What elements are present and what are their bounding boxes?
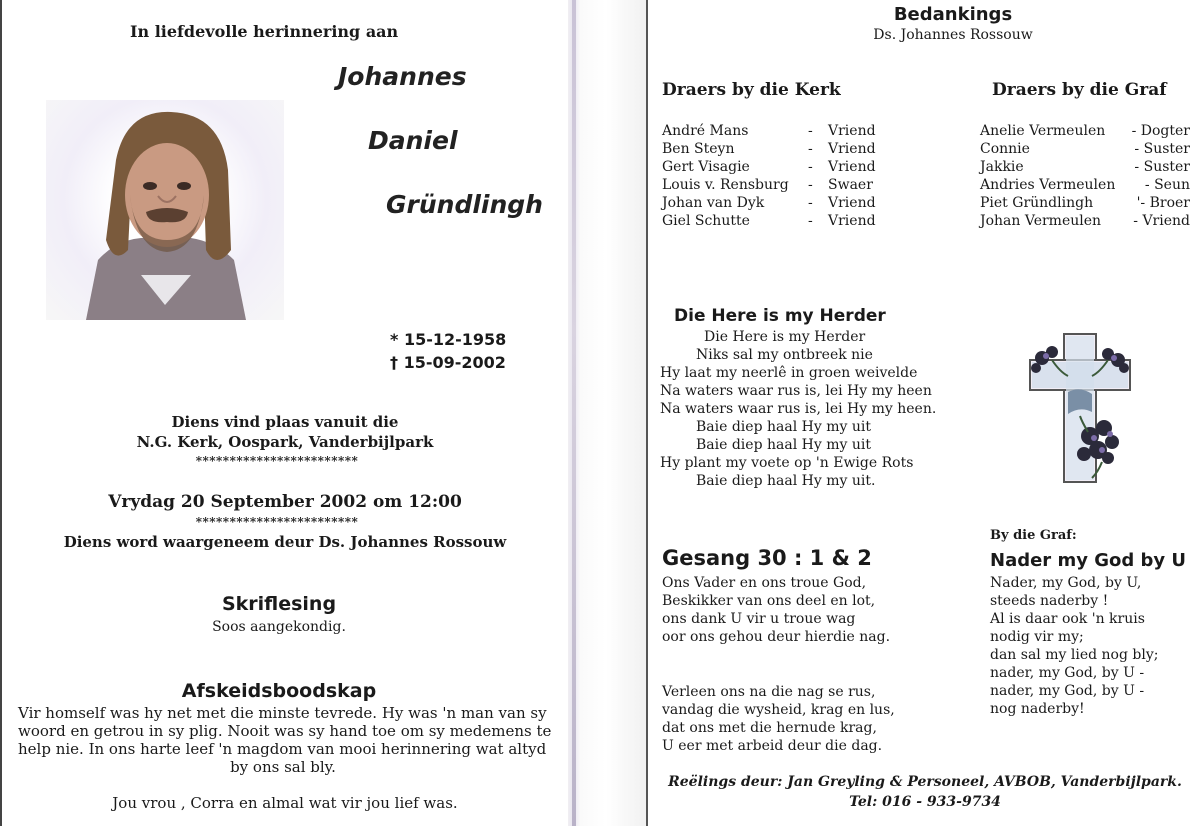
psalm-line: Niks sal my ontbreek nie [696, 347, 873, 363]
bearer-row [662, 122, 902, 140]
bearer-relation: Swaer [828, 177, 873, 193]
thanks-title: Bedankings [893, 4, 1013, 25]
bearer-name: Johan Vermeulen [980, 213, 1102, 229]
hymn-line: U eer met arbeid deur die dag. [662, 738, 883, 754]
bearer-name: Gert Visagie [662, 159, 750, 175]
cross-flowers-icon [1028, 332, 1132, 484]
bearer-name: Giel Schutte [662, 213, 750, 229]
psalm-line: Hy laat my neerlê in groen weivelde [660, 365, 918, 381]
bearer-relation: - Seun [1144, 177, 1190, 193]
grave-label: By die Graf: [990, 528, 1077, 543]
separator: - [808, 177, 813, 193]
hymn-line: steeds naderby ! [990, 593, 1109, 609]
psalm-title: Die Here is my Herder [674, 306, 886, 326]
psalm-line: Na waters waar rus is, lei Hy my heen [660, 383, 932, 399]
star-divider: ************************ [195, 454, 359, 468]
psalm-line: Hy plant my voete op 'n Ewige Rots [660, 455, 914, 471]
hymn-line: vandag die wysheid, krag en lus, [662, 702, 895, 718]
bearer-relation: Vriend [828, 213, 876, 229]
hymn-line: nog naderby! [990, 701, 1085, 717]
phone-number: Tel: 016 - 933-9734 [849, 794, 1001, 810]
left-page [0, 0, 568, 826]
farewell-line: by ons sal bly. [230, 758, 336, 776]
portrait-icon [46, 100, 284, 320]
separator: - [808, 195, 813, 211]
bearer-relation: - Suster [1134, 159, 1190, 175]
hymn-line: nader, my God, by U - [990, 683, 1145, 699]
thanks-subtitle: Ds. Johannes Rossouw [873, 27, 1033, 43]
bearer-row [980, 140, 1192, 158]
officiant-line: Diens word waargeneem deur Ds. Johannes Rossouw [63, 533, 507, 551]
bearer-relation: - Dogter [1131, 123, 1190, 139]
church-bearers-list [662, 122, 902, 230]
bearer-name: Anelie Vermeulen [980, 123, 1106, 139]
death-date: † 15-09-2002 [390, 353, 506, 372]
middle-name: Daniel [368, 126, 458, 155]
separator: - [808, 159, 813, 175]
bearer-relation: - Vriend [1133, 213, 1190, 229]
church-bearers-title: Draers by die Kerk [662, 80, 841, 100]
bearer-relation: Vriend [828, 123, 876, 139]
hymn-line: nader, my God, by U - [990, 665, 1145, 681]
grave-hymn-title: Nader my God by U [990, 550, 1186, 571]
farewell-line: Vir homself was hy net met die minste tevrede. Hy was 'n man van sy [18, 704, 547, 722]
star-divider: ************************ [195, 515, 359, 529]
farewell-line: woord en getrou in sy plig. Nooit was sy hand toe om sy medemens te [18, 722, 552, 740]
bearer-name: Ben Steyn [662, 141, 735, 157]
bearer-row [980, 176, 1192, 194]
grave-bearers-title: Draers by die Graf [992, 80, 1167, 100]
hymn-verse-1 [662, 574, 890, 646]
farewell-title: Afskeidsboodskap [181, 680, 377, 702]
hymn-line: nodig vir my; [990, 629, 1084, 645]
hymn-line: Ons Vader en ons troue God, [662, 575, 867, 591]
bearer-row [980, 122, 1192, 140]
farewell-message [18, 704, 552, 776]
bearer-row [662, 140, 902, 158]
psalm-line: Baie diep haal Hy my uit [696, 437, 871, 453]
bearer-row [662, 158, 902, 176]
center-fold [566, 0, 646, 826]
psalm-line: Baie diep haal Hy my uit [696, 419, 871, 435]
bearer-relation: Vriend [828, 141, 876, 157]
hymn-line: Beskikker van ons deel en lot, [662, 593, 876, 609]
bearer-relation: Vriend [828, 159, 876, 175]
hymn-line: Al is daar ook 'n kruis [990, 611, 1145, 627]
hymn-line: Nader, my God, by U, [990, 575, 1142, 591]
hymn-line: ons dank U vir u troue wag [662, 611, 856, 627]
funeral-director: Reëlings deur: Jan Greyling & Personeel, AVBOB, Vanderbijlpark. [668, 774, 1182, 790]
bearer-name: Piet Gründlingh [980, 195, 1094, 211]
separator: - [808, 141, 813, 157]
service-date: Vrydag 20 September 2002 om 12:00 [108, 492, 462, 512]
bearer-row [662, 176, 902, 194]
farewell-line: help nie. In ons harte leef 'n magdom van mooi herinnering wat altyd [18, 740, 547, 758]
separator: - [808, 213, 813, 229]
hymn-line: dat ons met die hernude krag, [662, 720, 877, 736]
bearer-row [980, 158, 1192, 176]
bearer-name: Connie [980, 141, 1030, 157]
bearer-row [662, 194, 902, 212]
psalm-text [660, 328, 960, 490]
hymn-line: dan sal my lied nog bly; [990, 647, 1159, 663]
intro-text: In liefdevolle herinnering aan [130, 22, 399, 41]
service-location-1: Diens vind plaas vanuit die [171, 413, 399, 431]
bearer-name: Jakkie [980, 159, 1024, 175]
bearer-relation: - Suster [1134, 141, 1190, 157]
surname: Gründlingh [386, 190, 543, 219]
bearer-row [980, 212, 1192, 230]
bearer-relation: '- Broer [1136, 195, 1190, 211]
bearer-name: André Mans [662, 123, 749, 139]
hymn-line: oor ons gehou deur hierdie nag. [662, 629, 891, 645]
bearer-row [662, 212, 902, 230]
first-name: Johannes [338, 62, 467, 91]
service-location-2: N.G. Kerk, Oospark, Vanderbijlpark [136, 433, 434, 451]
birth-date: * 15-12-1958 [390, 330, 507, 349]
psalm-line: Na waters waar rus is, lei Hy my heen. [660, 401, 937, 417]
farewell-closing: Jou vrou , Corra en almal wat vir jou lief was. [112, 794, 458, 812]
hymn-verse-2 [662, 683, 895, 755]
fold-crease [572, 0, 576, 826]
psalm-line: Die Here is my Herder [704, 329, 866, 345]
bearer-name: Andries Vermeulen [980, 177, 1116, 193]
hymn-line: Verleen ons na die nag se rus, [662, 684, 876, 700]
reading-subtitle: Soos aangekondig. [212, 619, 346, 635]
grave-bearers-list [980, 122, 1192, 230]
reading-title: Skriflesing [221, 593, 337, 615]
bearer-name: Johan van Dyk [662, 195, 765, 211]
portrait-photo [46, 100, 284, 320]
grave-hymn-text [990, 574, 1158, 718]
separator: - [808, 123, 813, 139]
bearer-name: Louis v. Rensburg [662, 177, 789, 193]
psalm-line: Baie diep haal Hy my uit. [696, 473, 876, 489]
hymn-title: Gesang 30 : 1 & 2 [662, 546, 872, 570]
bearer-row [980, 194, 1192, 212]
bearer-relation: Vriend [828, 195, 876, 211]
